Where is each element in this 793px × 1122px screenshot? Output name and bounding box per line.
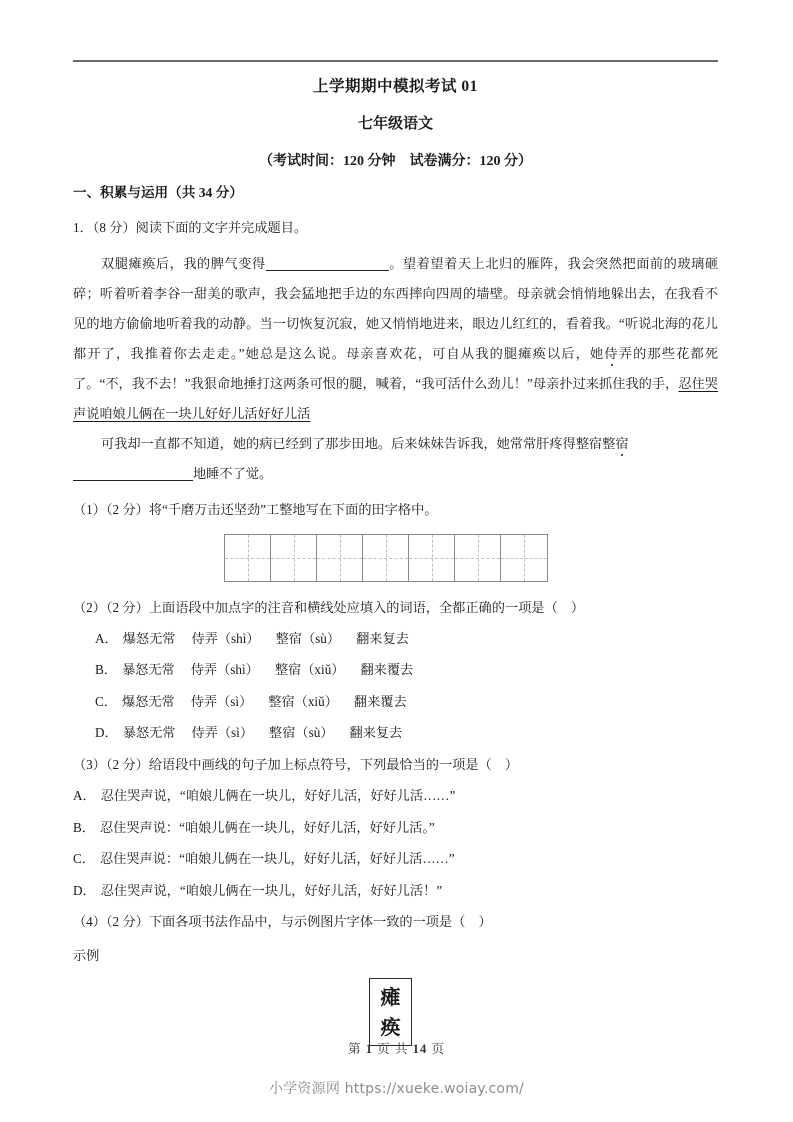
punct-option-a[interactable]	[73, 786, 718, 806]
option-b-seg-2: 侍弄（shì）	[190, 662, 259, 678]
punct-option-a-label: A．	[73, 788, 96, 804]
footer-page-middle: 页 共	[377, 1042, 409, 1056]
question-1-4-prompt: （4）（2 分）下面各项书法作品中，与示例图片字体一致的一项是（ ）	[73, 914, 492, 930]
question-1-1-prompt: （1）（2 分）将“千磨万击还坚劲”工整地写在下面的田字格中。	[73, 502, 438, 518]
option-c-seg-4: 翻来覆去	[353, 693, 407, 709]
option-d-seg-2: 侍弄（sì）	[191, 725, 254, 741]
footer-page-current: 1	[365, 1042, 374, 1056]
passage-text-3: 弄的那些花都死了。“不，我不去！”我狠命地捶打这两条可恨的腿，喊着，“我可活什么劲儿！”母亲扑过来抓住我的手，	[73, 346, 719, 392]
option-d-seg-3: 整宿（sù）	[269, 725, 334, 741]
option-c-label: C．	[95, 693, 117, 709]
option-a-seg-4: 翻来复去	[356, 631, 409, 647]
passage-paragraph-2	[73, 429, 718, 459]
option-c-seg-1: 爆怒无常	[121, 693, 175, 709]
calligraphy-char-bottom: 痪	[380, 1015, 401, 1040]
page-title: 上学期期中模拟考试 01	[313, 78, 478, 95]
site-watermark: 小学资源网 https://xueke.woiay.com/	[269, 1081, 524, 1097]
tianzige-cell[interactable]	[409, 535, 455, 581]
calligraphy-char-top: 瘫	[380, 985, 401, 1010]
example-label: 示例	[73, 947, 100, 963]
fill-blank-1[interactable]	[266, 255, 389, 271]
punct-option-d[interactable]	[73, 881, 718, 901]
option-a-seg-2: 侍弄（shì）	[191, 631, 260, 647]
tianzige-cell[interactable]	[501, 535, 547, 581]
option-d-label: D．	[95, 725, 118, 741]
document-subtitle: 七年级语文	[357, 115, 433, 132]
option-a-seg-3: 整宿（sù）	[275, 631, 341, 647]
option-a-label: A．	[95, 631, 118, 647]
question-1-3-options	[73, 786, 718, 901]
dotted-char-shi: 侍	[604, 346, 619, 362]
tianzige-cell[interactable]	[363, 535, 409, 581]
page-footer	[0, 1038, 793, 1057]
header-divider	[73, 60, 718, 62]
option-d[interactable]	[73, 723, 718, 743]
tianzige-cell[interactable]	[225, 535, 271, 581]
footer-page-total: 14	[412, 1042, 428, 1056]
dotted-char-xiu: 宿	[615, 436, 629, 452]
calligraphy-example-image	[369, 978, 412, 1046]
option-b-label: B．	[95, 662, 117, 678]
option-b[interactable]	[73, 660, 718, 680]
question-1-stem: 1．（8 分）阅读下面的文字并完成题目。	[73, 219, 308, 235]
question-1-2-options	[73, 629, 718, 744]
fill-blank-2[interactable]	[73, 465, 193, 481]
punct-option-d-label: D．	[73, 882, 96, 898]
option-b-seg-4: 翻来覆去	[360, 662, 414, 678]
tianzige-cell[interactable]	[455, 535, 501, 581]
page-content	[73, 60, 718, 1046]
calligraphy-example-wrap	[73, 978, 718, 1046]
tianzige-grid-wrap	[73, 534, 718, 582]
section-heading: 一、积累与运用（共 34 分）	[73, 185, 243, 201]
option-d-seg-1: 暴怒无常	[122, 725, 176, 741]
passage-text-4: 可我却一直都不知道，她的病已经到了那步田地。后来妹妹告诉我，她常常肝疼得整宿整	[101, 436, 616, 452]
option-b-seg-3: 整宿（xiǔ）	[274, 662, 345, 678]
passage-text-5: 地睡不了觉。	[193, 466, 273, 482]
exam-info: （考试时间：120 分钟 试卷满分：120 分）	[259, 153, 532, 169]
question-1-2-prompt: （2）（2 分）上面语段中加点字的注音和横线处应填入的词语，全都正确的一项是（ ）	[73, 599, 585, 615]
footer-page-prefix: 第	[347, 1042, 362, 1056]
footer-page-suffix: 页	[431, 1042, 446, 1056]
option-c-seg-2: 侍弄（sì）	[190, 693, 253, 709]
tianzige-cell[interactable]	[271, 535, 317, 581]
punct-option-d-text: 忍住哭声说，“咱娘儿俩在一块儿，好好儿活，好好儿活！”	[100, 882, 443, 898]
question-1-3-prompt: （3）（2 分）给语段中画线的句子加上标点符号，下列最恰当的一项是（ ）	[73, 756, 519, 772]
option-b-seg-1: 暴怒无常	[121, 662, 175, 678]
passage-text-2: 。望着望着天上北归的雁阵，我会突然把面前的玻璃砸碎；听着听着李谷一甜美的歌声，我会猛地把手边的东西摔向四周的墙壁。母亲就会悄悄地躲出去，在我看不见的地方偷偷地听着我的动静。当一切恢复沉寂，她又悄悄地进来，眼边儿红红的，看着我。“听说北海的花儿都开了，我推着你去走走。”她总是这么说。母亲喜欢花，可自从我的腿瘫痪以后，她	[73, 256, 719, 362]
punct-option-c-label: C．	[73, 851, 95, 867]
tianzige-cell[interactable]	[317, 535, 363, 581]
passage-paragraph-1	[73, 249, 718, 429]
passage-paragraph-3	[73, 459, 718, 489]
punct-option-b-text: 忍住哭声说：“咱娘儿俩在一块儿，好好儿活，好好儿活。”	[99, 819, 435, 835]
option-c-seg-3: 整宿（xiǔ）	[268, 693, 338, 709]
option-a[interactable]	[73, 629, 718, 649]
punct-option-c[interactable]	[73, 849, 718, 869]
punct-option-b-label: B．	[73, 819, 95, 835]
tianzige-grid[interactable]	[224, 534, 548, 582]
option-c[interactable]	[73, 692, 718, 712]
option-d-seg-4: 翻来复去	[349, 725, 403, 741]
punct-option-a-text: 忍住哭声说，“咱娘儿俩在一块儿，好好儿活，好好儿活……”	[100, 788, 456, 804]
punct-option-b[interactable]	[73, 818, 718, 838]
option-a-seg-1: 爆怒无常	[122, 631, 176, 647]
punct-option-c-text: 忍住哭声说：“咱娘儿俩在一块儿，好好儿活，好好儿活……”	[99, 851, 455, 867]
underlined-sentence: 忍住哭声说咱娘儿俩在一块儿好好儿活好好儿活	[73, 376, 718, 422]
passage-text-1: 双腿瘫痪后，我的脾气变得	[101, 256, 266, 272]
